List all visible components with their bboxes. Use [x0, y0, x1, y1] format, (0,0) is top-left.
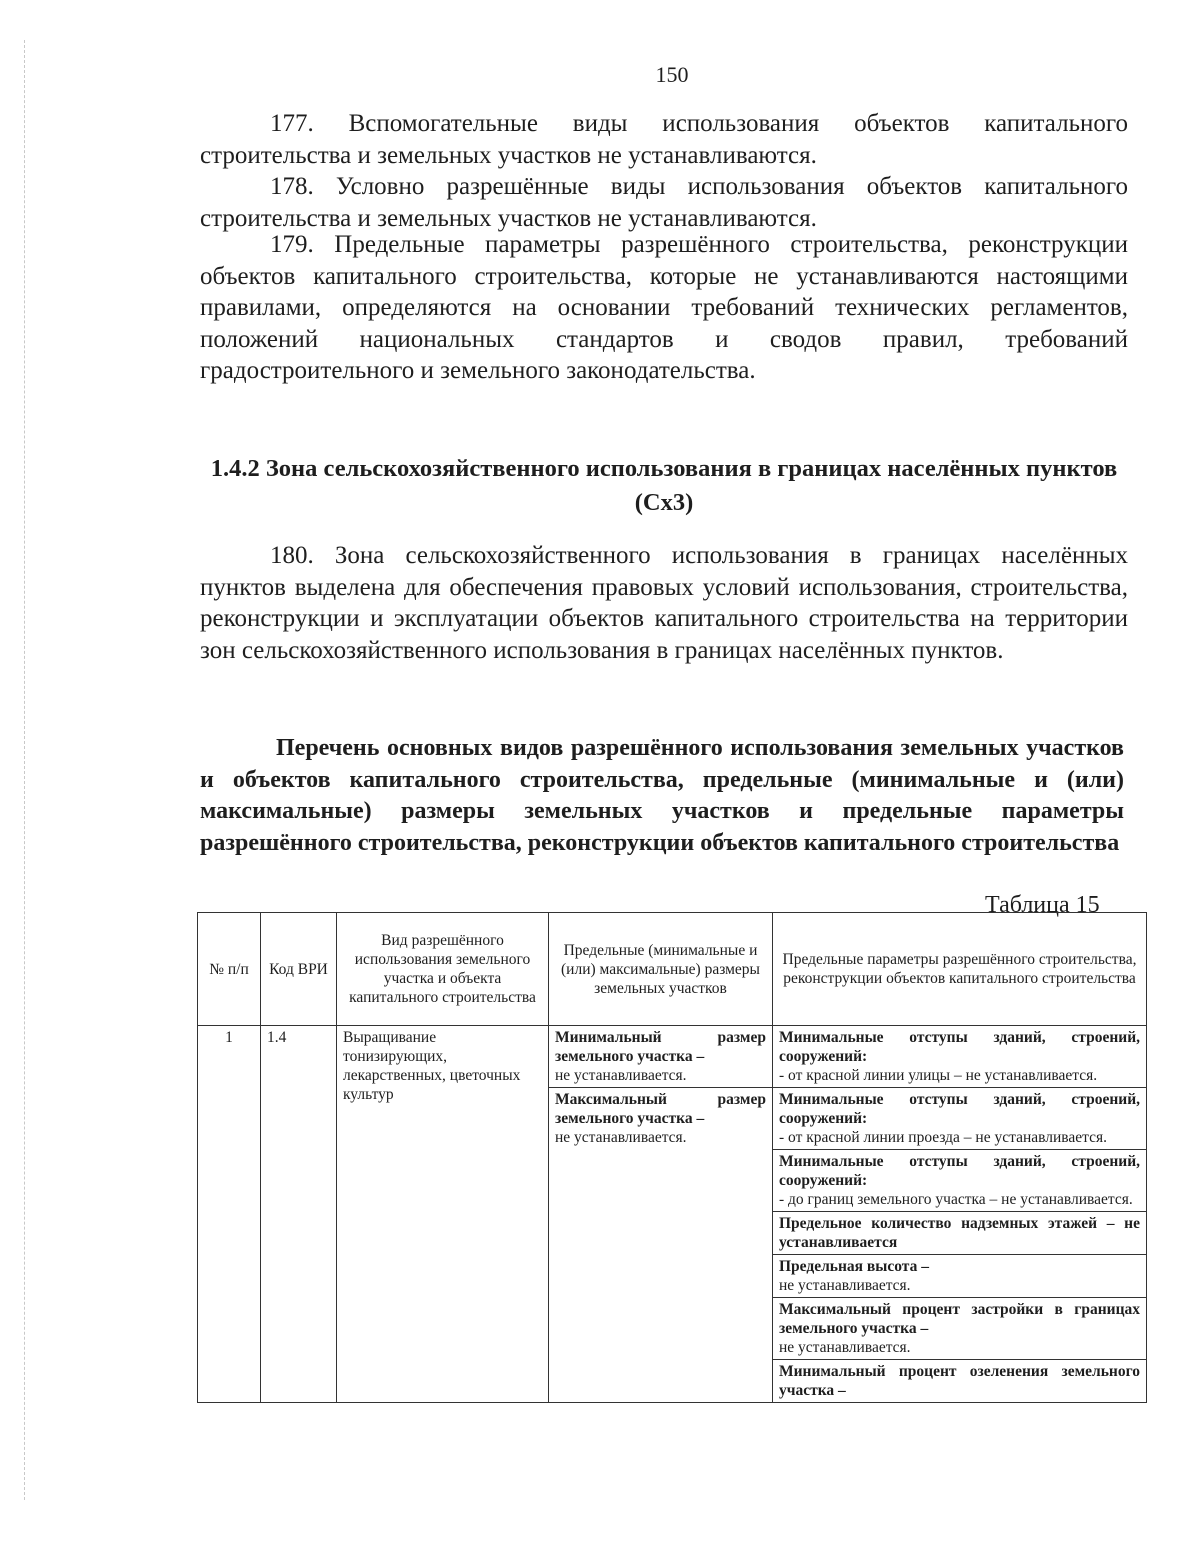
cell-param-3: [773, 1150, 1147, 1212]
cell-kind: Выращивание тонизирующих, лекарственных, цветочных культур: [337, 1026, 549, 1403]
table-header-row: [198, 913, 1147, 1026]
paragraph-179: 179. Предельные параметры разрешённого строительства, реконструкции объектов капитального строительства, которые не устанавливаются настоящими правилами, определяются на основании требований технических регламентов, положений национальных стандартов и сводов правил, требований градостроительного и земельного законодательства.: [200, 231, 1128, 384]
cell-code: 1.4: [261, 1026, 337, 1403]
header-kind: Вид разрешённого использования земельного участка и объекта капитального строительства: [337, 913, 549, 1026]
cell-param-6: [773, 1298, 1147, 1360]
param-1-title: Минимальные отступы зданий, строений, сооружений:: [779, 1029, 1140, 1065]
size-max-text: не устанавливается.: [555, 1129, 687, 1146]
param-1-text: - от красной линии улицы – не устанавливается.: [779, 1067, 1098, 1084]
param-2-title: Минимальные отступы зданий, строений, сооружений:: [779, 1091, 1140, 1127]
cell-param-1: [773, 1026, 1147, 1088]
paragraph-177: 177. Вспомогательные виды использования объектов капитального строительства и земельных участков не устанавливаются.: [200, 110, 1128, 169]
header-params: Предельные параметры разрешённого строительства, реконструкции объектов капитального строительства: [773, 913, 1147, 1026]
cell-param-5: [773, 1255, 1147, 1298]
size-min-title: Минимальный размер земельного участка –: [555, 1029, 766, 1065]
param-3-title: Минимальные отступы зданий, строений, сооружений:: [779, 1153, 1140, 1189]
table-caption: Таблица 15: [985, 892, 1100, 918]
cell-param-4: [773, 1212, 1147, 1255]
header-sizes: Предельные (минимальные и (или) максимальные) размеры земельных участков: [549, 913, 773, 1026]
cell-num: 1: [198, 1026, 261, 1403]
param-2-text: - от красной линии проезда – не устанавливается.: [779, 1129, 1107, 1146]
param-5-text: не устанавливается.: [779, 1277, 911, 1294]
header-num: № п/п: [198, 913, 261, 1026]
paragraph-180: 180. Зона сельскохозяйственного использования в границах населённых пунктов выделена для обеспечения правовых условий использования, строительства, реконструкции и эксплуатации объектов капитального строительства на территории зон сельскохозяйственного использования в границах населённых пунктов.: [200, 542, 1128, 664]
param-6-text: не устанавливается.: [779, 1339, 911, 1356]
param-3-text: - до границ земельного участка – не устанавливается.: [779, 1191, 1133, 1208]
param-4-title: Предельное количество надземных этажей – не устанавливается: [779, 1215, 1140, 1251]
header-code: Код ВРИ: [261, 913, 337, 1026]
section-heading: 1.4.2 Зона сельскохозяйственного использования в границах населённых пунктов (Сх3): [210, 455, 1118, 516]
size-max-title: Максимальный размер земельного участка –: [555, 1091, 766, 1127]
param-6-title: Максимальный процент застройки в границах земельного участка –: [779, 1301, 1140, 1337]
scan-edge-line: [24, 40, 26, 1500]
list-title: Перечень основных видов разрешённого использования земельных участков и объектов капитального строительства, предельные (минимальные и (или) максимальные) размеры земельных участков и предельные параметры разрешённого строительства, реконструкции объектов капитального строительства: [200, 735, 1124, 856]
cell-param-2: [773, 1088, 1147, 1150]
cell-size-min: [549, 1026, 773, 1088]
cell-param-7: [773, 1360, 1147, 1403]
page-bottom-cut: [197, 1507, 1157, 1553]
size-min-text: не устанавливается.: [555, 1067, 687, 1084]
page-number: 150: [655, 62, 689, 87]
table-row: [198, 1026, 1147, 1088]
param-5-title: Предельная высота –: [779, 1258, 929, 1275]
param-7-title: Минимальный процент озеленения земельного участка –: [779, 1363, 1140, 1399]
vri-table: [197, 912, 1147, 1403]
cell-size-max: [549, 1088, 773, 1403]
paragraph-178: 178. Условно разрешённые виды использования объектов капитального строительства и земельных участков не устанавливаются.: [200, 173, 1128, 232]
